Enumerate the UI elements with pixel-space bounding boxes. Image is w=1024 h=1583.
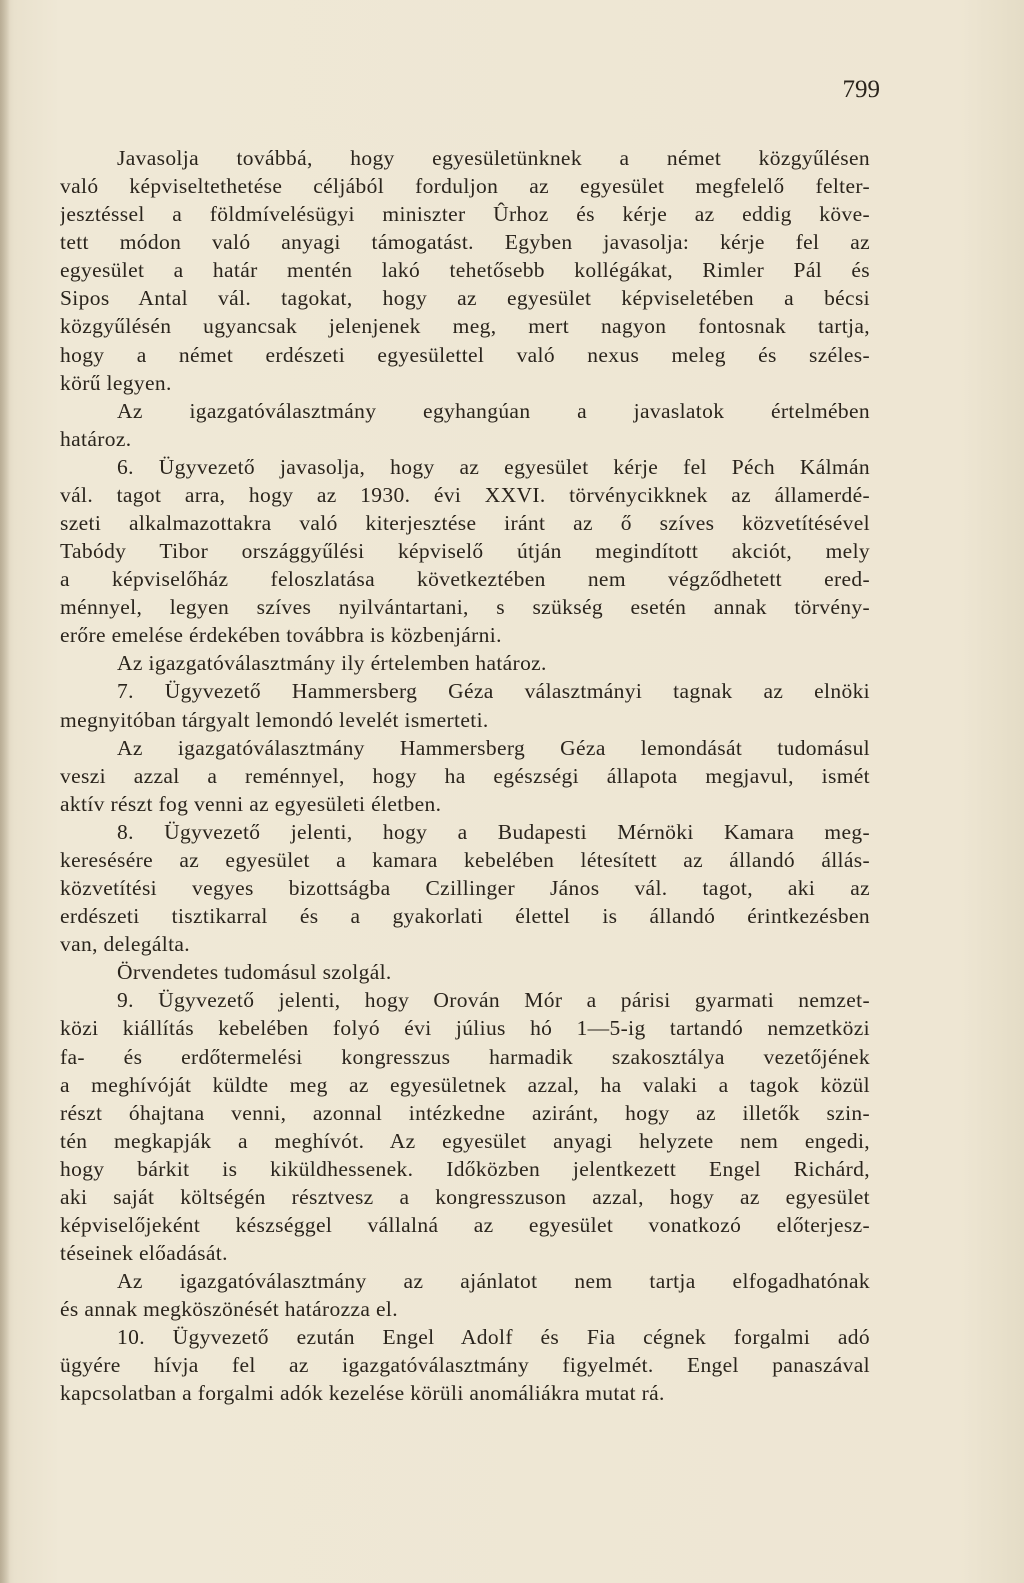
- text-line: Javasolja továbbá, hogy egyesületünknek a német közgyűlésen: [117, 146, 870, 170]
- text-line: Az igazgatóválasztmány az ajánlatot nem tartja elfogadhatónak: [117, 1269, 870, 1294]
- text-line: Tabódy Tibor országgyűlési képviselő útján megindított akciót, mely: [60, 539, 870, 564]
- text-line: hogy a német erdészeti egyesülettel való nexus meleg és széles-: [60, 342, 870, 367]
- text-line: ménnyel, legyen szíves nyilvántartani, s szükség esetén annak törvény-: [60, 595, 870, 620]
- text-line: a képviselőház feloszlatása következtében nem végződhetett ered-: [60, 567, 870, 592]
- text-line: képviselőjeként készséggel vállalná az egyesület vonatkozó előterjesz-: [60, 1212, 870, 1237]
- text-line: egyesület a határ mentén lakó tehetősebb kollégákat, Rimler Pál és: [60, 258, 870, 283]
- text-line: közgyűlésén ugyancsak jelenjenek meg, mert nagyon fontosnak tartja,: [60, 314, 870, 339]
- text-line: Az igazgatóválasztmány ily értelemben határoz.: [117, 651, 547, 676]
- text-line: kapcsolatban a forgalmi adók kezelése körüli anomáliákra mutat rá.: [60, 1381, 665, 1406]
- text-line: 9. Ügyvezető jelenti, hogy Orován Mór a párisi gyarmati nemzet-: [117, 988, 870, 1013]
- body-text: [60, 144, 870, 1408]
- text-line: 7. Ügyvezető Hammersberg Géza választmányi tagnak az elnöki: [117, 679, 870, 704]
- text-line: 6. Ügyvezető javasolja, hogy az egyesület kérje fel Péch Kálmán: [117, 454, 870, 479]
- text-line: aki saját költségén résztvesz a kongresszuson azzal, hogy az egyesület: [60, 1184, 870, 1209]
- text-line: aktív részt fog venni az egyesületi életben.: [60, 791, 442, 816]
- text-line: 8. Ügyvezető jelenti, hogy a Budapesti Mérnöki Kamara meg-: [117, 819, 870, 844]
- text-line: erdészeti tisztikarral és a gyakorlati élettel is állandó érintkezésben: [60, 904, 870, 929]
- text-line: és annak megköszönését határozza el.: [60, 1297, 398, 1322]
- text-line: hogy bárkit is kiküldhessenek. Időközben jelentkezett Engel Richárd,: [60, 1156, 870, 1181]
- text-line: részt óhajtana venni, azonnal intézkedne aziránt, hogy az illetők szin-: [60, 1100, 870, 1125]
- page-number: 799: [842, 76, 880, 103]
- text-line: van, delegálta.: [60, 932, 191, 957]
- page-edge-shadow: [0, 0, 10, 1583]
- text-line: Az igazgatóválasztmány Hammersberg Géza lemondását tudomásul: [117, 735, 870, 760]
- text-line: tén megkapják a meghívót. Az egyesület anyagi helyzete nem engedi,: [60, 1128, 870, 1153]
- text-line: tett módon való anyagi támogatást. Egyben javasolja: kérje fel az: [60, 230, 870, 255]
- text-line: 10. Ügyvezető ezután Engel Adolf és Fia cégnek forgalmi adó: [117, 1325, 870, 1350]
- text-line: közi kiállítás kebelében folyó évi július hó 1—5-ig tartandó nemzetközi: [60, 1016, 870, 1041]
- text-line: közvetítési vegyes bizottságba Czillinger János vál. tagot, aki az: [60, 876, 870, 901]
- text-line: veszi azzal a reménnyel, hogy ha egészségi állapota megjavul, ismét: [60, 763, 870, 788]
- text-line: határoz.: [60, 426, 132, 451]
- text-line: Az igazgatóválasztmány egyhangúan a javaslatok értelmében: [117, 398, 870, 423]
- text-line: erőre emelése érdekében továbbra is közbenjárni.: [60, 623, 502, 648]
- text-line: ügyére hívja fel az igazgatóválasztmány figyelmét. Engel panaszával: [60, 1353, 870, 1378]
- text-line: jesztéssel a földmívelésügyi miniszter Ûrhoz és kérje az eddig köve-: [60, 202, 870, 227]
- text-line: szeti alkalmazottakra való kiterjesztése iránt az ő szíves közvetítésével: [60, 511, 870, 536]
- text-line: megnyitóban tárgyalt lemondó levelét ismerteti.: [60, 707, 489, 732]
- text-line: Sipos Antal vál. tagokat, hogy az egyesület képviseletében a bécsi: [60, 286, 870, 311]
- text-line: való képviseltethetése céljából forduljon az egyesület megfelelő felter-: [60, 174, 870, 199]
- text-line: vál. tagot arra, hogy az 1930. évi XXVI. törvénycikknek az államerdé-: [60, 482, 870, 507]
- text-line: a meghívóját küldte meg az egyesületnek azzal, ha valaki a tagok közül: [60, 1072, 870, 1097]
- text-line: fa- és erdőtermelési kongresszus harmadik szakosztálya vezetőjének: [60, 1044, 870, 1069]
- text-line: téseinek előadását.: [60, 1241, 228, 1266]
- text-line: keresésére az egyesület a kamara kebelében létesített az állandó állás-: [60, 847, 870, 872]
- text-line: Örvendetes tudomásul szolgál.: [117, 960, 392, 985]
- text-line: körű legyen.: [60, 370, 172, 395]
